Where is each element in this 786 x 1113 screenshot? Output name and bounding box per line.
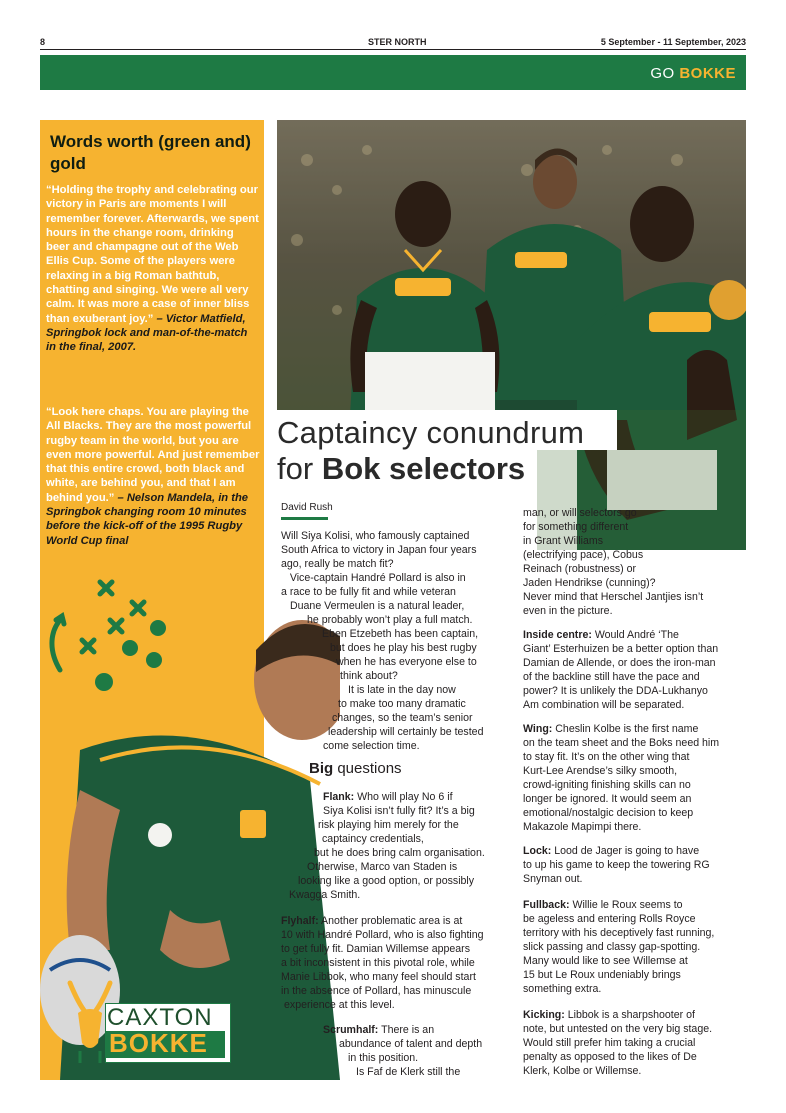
kicking-line: Kicking: Libbok is a sharpshooter of [523,1009,695,1021]
flyhalf-line: Flyhalf: Another problematic area is at [281,915,463,927]
byline: David Rush [281,502,333,513]
flank-line: captaincy credentials, [322,833,424,845]
lede-line: Eben Etzebeth has been captain, [322,628,479,640]
flyhalf-line: experience at this level. [284,999,395,1011]
headline-line-2: for Bok selectors [277,451,526,486]
lede-line: a race to be fully fit and while veteran [281,586,456,598]
logo-caxton: CAXTON [107,1004,213,1031]
wing-line: Makazole Mapimpi there. [523,821,642,833]
fullback-line: something extra. [523,983,602,995]
flyhalf-line: Manie Libbok, who many feel should start [281,971,476,983]
wing-line: Kurt-Lee Arendse’s silky smooth, [523,765,678,777]
col2-line: in Grant Williams [523,535,604,547]
quote-panel-title: Words worth (green and) gold [50,132,251,173]
lede-line: but does he play his best rugby [330,642,477,654]
wing-line: to stay fit. It’s on the other wing that [523,751,690,763]
flank-line: Otherwise, Marco van Staden is [307,861,458,873]
lock-line: to up his game to keep the towering RG [523,859,710,871]
lock-line: Snyman out. [523,873,583,885]
lede-line: when he has everyone else to [336,656,477,668]
flank-line: Kwagga Smith. [289,889,361,901]
wing-line: crowd-igniting finishing skills can no [523,779,691,791]
subhead-big-questions: Big questions [309,760,402,777]
fullback-line: 15 but Le Roux undeniably brings [523,969,681,981]
kicking-line: penalty as opposed to the likes of De [523,1051,697,1063]
fullback-line: slick passing and classy gap-spotting. [523,941,701,953]
scrumhalf-line: Scrumhalf: There is an [323,1024,435,1036]
lede-line: South Africa to victory in Japan four years [281,544,477,556]
section-label: GO BOKKE [650,65,736,82]
lede-line: come selection time. [323,740,420,752]
fullback-line: Many would like to see Willemse at [523,955,688,967]
fullback-line: Fullback: Willie le Roux seems to [523,899,683,911]
lede-line: to make too many dramatic [338,698,466,710]
col2-line: for something different [523,521,629,533]
quote-matfield [46,183,260,355]
col2-line: Jaden Hendrikse (cunning)? [523,577,656,589]
flank-line: Siya Kolisi isn’t fully fit? It’s a big [323,805,475,817]
scrumhalf-line: abundance of talent and depth [339,1038,483,1050]
quote-attribution: – Victor Matfield, Springbok lock and man-of-the-match in the final, 2007. [46,312,248,354]
logo-bokke: BOKKE [109,1028,208,1058]
lede-line: Will Siya Kolisi, who famously captained [281,530,470,542]
lock-line: Lock: Lood de Jager is going to have [523,845,700,857]
lede-line: he probably won’t play a full match. [307,614,473,626]
centre-line: Am combination will be separated. [523,699,685,711]
header-rule [40,49,746,50]
wing-line: on the team sheet and the Boks need him [523,737,720,749]
issue-date: 5 September - 11 September, 2023 [600,37,746,47]
lede-line: Vice-captain Handré Pollard is also in [281,572,466,584]
fullback-line: be ageless and entering Rolls Royce [523,913,696,925]
flyhalf-line: to get fully fit. Damian Willemse appears [281,943,470,955]
wing-line: longer be ignored. It would seem an [523,793,692,805]
kicking-line: Would still prefer him taking a crucial [523,1037,696,1049]
lede-line: think about? [340,670,398,682]
col2-line: (electrifying pace), Cobus [523,549,644,561]
centre-line: Inside centre: Would André ‘The [523,629,679,641]
lede-line: It is late in the day now [348,684,456,696]
byline-rule [281,517,328,520]
centre-line: Damian de Allende, or does the iron-man [523,657,716,669]
flyhalf-line: 10 with Handré Pollard, who is also fighting [281,929,484,941]
headline-line-1: Captaincy conundrum [277,415,585,450]
col2-line: Never mind that Herschel Jantjies isn’t [523,591,704,603]
quote-text: “Holding the trophy and celebrating our victory in Paris are moments I will remember forever. Afterwards, we spent hours in the change room, drinking beer and champagne out of the Web Ellis Cup. Some of the players were relaxing in a big Roman bathtub, chatting and singing. We were all very calm. It was more a case of inner bliss than exuberant joy.” [46,184,259,325]
scrumhalf-line: Is Faf de Klerk still the [356,1066,461,1078]
col2-line: man, or will selectors go [523,507,637,519]
flyhalf-line: a bit inconsistent in this pivotal role, while [281,957,475,969]
quote-mandela [46,405,260,548]
kicking-line: note, but untested on the very big stage. [523,1023,713,1035]
newspaper-name: STER NORTH [368,37,427,47]
flank-line: Flank: Who will play No 6 if [323,791,453,803]
centre-line: of the backline still have the pace and [523,671,700,683]
quote-attribution: – Nelson Mandela, in the Springbok changing room 10 minutes before the kick-off of the 1995 Rugby World Cup final [46,491,249,547]
lede-line: Duane Vermeulen is a natural leader, [290,600,465,612]
quote-text: “Look here chaps. You are playing the All Blacks. They are the most powerful rugby team in the world, but you are even more powerful. And just remember that this entire crowd, both black and white, are behind you, and that I am behind you.” [46,406,260,504]
lede-line: leadership will certainly be tested [328,726,484,738]
scrumhalf-line: in this position. [348,1052,419,1064]
lede-line: changes, so the team’s senior [332,712,473,724]
centre-line: power? It is unlikely the DDA-Lukhanyo [523,685,708,697]
fullback-line: territory with his deceptively fast running, [523,927,715,939]
col2-line: even in the picture. [523,605,613,617]
flank-line: risk playing him merely for the [318,819,459,831]
wing-line: Wing: Cheslin Kolbe is the first name [523,723,699,735]
flank-line: but he does bring calm organisation. [314,847,485,859]
centre-line: Giant’ Esterhuizen be a better option than [523,643,719,655]
flank-line: looking like a good option, or possibly [298,875,475,887]
lede-line: ago, really be match fit? [281,558,394,570]
page-number: 8 [40,37,46,47]
flyhalf-line: in the absence of Pollard, has minuscule [281,985,472,997]
col2-line: Reinach (robustness) or [523,563,637,575]
wing-line: emotional/nostalgic decision to keep [523,807,694,819]
kicking-line: Klerk, Kolbe or Willemse. [523,1065,642,1077]
section-band [40,55,746,90]
